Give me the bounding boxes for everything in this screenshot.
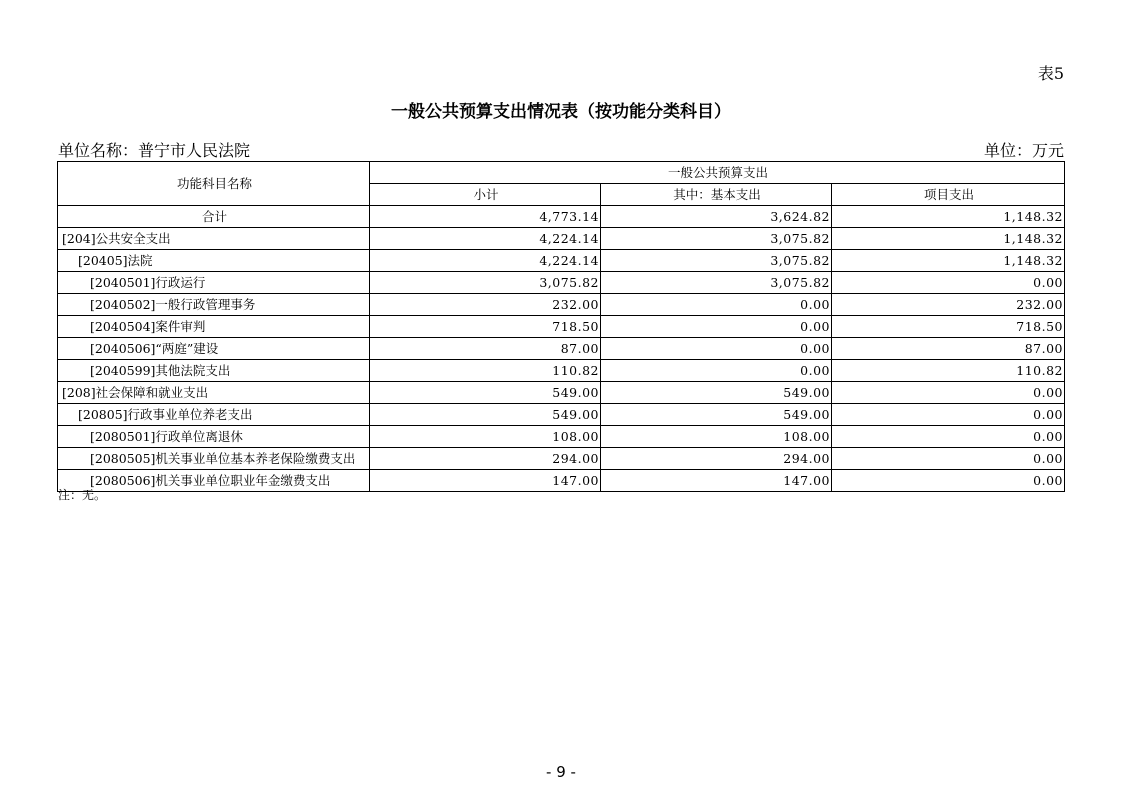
table-row <box>58 316 1065 338</box>
row-basic: 3,075.82 <box>601 250 832 272</box>
row-name: [2040501]行政运行 <box>58 272 370 294</box>
row-subtotal: 718.50 <box>370 316 601 338</box>
table-row <box>58 206 1065 228</box>
row-project: 0.00 <box>832 448 1065 470</box>
row-subtotal: 4,773.14 <box>370 206 601 228</box>
row-basic: 0.00 <box>601 316 832 338</box>
row-project: 1,148.32 <box>832 250 1065 272</box>
row-basic: 0.00 <box>601 360 832 382</box>
row-subtotal: 3,075.82 <box>370 272 601 294</box>
row-name: [208]社会保障和就业支出 <box>58 382 370 404</box>
row-basic: 3,075.82 <box>601 272 832 294</box>
row-basic: 3,075.82 <box>601 228 832 250</box>
budget-table <box>57 161 1065 492</box>
row-name: [2080501]行政单位离退休 <box>58 426 370 448</box>
table-row <box>58 426 1065 448</box>
row-project: 718.50 <box>832 316 1065 338</box>
row-name: [2040599]其他法院支出 <box>58 360 370 382</box>
table-row <box>58 470 1065 492</box>
table-number: 表5 <box>1037 64 1064 83</box>
header-basic: 其中：基本支出 <box>601 184 832 206</box>
table-row <box>58 448 1065 470</box>
row-project: 0.00 <box>832 470 1065 492</box>
row-basic: 294.00 <box>601 448 832 470</box>
page-number: - 9 - <box>546 763 576 781</box>
table-row <box>58 338 1065 360</box>
unit-name: 单位名称：普宁市人民法院 <box>58 141 251 160</box>
row-name: [2040504]案件审判 <box>58 316 370 338</box>
row-name: [20805]行政事业单位养老支出 <box>58 404 370 426</box>
row-basic: 549.00 <box>601 404 832 426</box>
row-project: 0.00 <box>832 382 1065 404</box>
row-project: 0.00 <box>832 272 1065 294</box>
header-project: 项目支出 <box>832 184 1065 206</box>
table-row <box>58 294 1065 316</box>
row-name: [204]公共安全支出 <box>58 228 370 250</box>
row-name: 合计 <box>58 206 370 228</box>
header-category-name: 功能科目名称 <box>58 162 370 206</box>
row-name: [2080505]机关事业单位基本养老保险缴费支出 <box>58 448 370 470</box>
row-subtotal: 294.00 <box>370 448 601 470</box>
table-row <box>58 250 1065 272</box>
header-group-label: 一般公共预算支出 <box>370 162 1065 184</box>
row-subtotal: 4,224.14 <box>370 250 601 272</box>
row-project: 110.82 <box>832 360 1065 382</box>
table-row <box>58 228 1065 250</box>
row-name: [20405]法院 <box>58 250 370 272</box>
row-project: 1,148.32 <box>832 206 1065 228</box>
row-subtotal: 147.00 <box>370 470 601 492</box>
table-note: 注：无。 <box>58 488 107 502</box>
row-name: [2040506]“两庭”建设 <box>58 338 370 360</box>
table-row <box>58 360 1065 382</box>
row-basic: 0.00 <box>601 338 832 360</box>
table-row <box>58 272 1065 294</box>
row-name: [2080506]机关事业单位职业年金缴费支出 <box>58 470 370 492</box>
table-row <box>58 404 1065 426</box>
row-project: 0.00 <box>832 426 1065 448</box>
row-project: 1,148.32 <box>832 228 1065 250</box>
header-row-1 <box>58 162 1065 184</box>
row-subtotal: 4,224.14 <box>370 228 601 250</box>
row-basic: 549.00 <box>601 382 832 404</box>
row-subtotal: 549.00 <box>370 404 601 426</box>
row-subtotal: 87.00 <box>370 338 601 360</box>
page-title: 一般公共预算支出情况表（按功能分类科目） <box>391 102 731 122</box>
row-basic: 0.00 <box>601 294 832 316</box>
header-subtotal: 小计 <box>370 184 601 206</box>
row-basic: 108.00 <box>601 426 832 448</box>
row-project: 232.00 <box>832 294 1065 316</box>
row-basic: 3,624.82 <box>601 206 832 228</box>
row-subtotal: 108.00 <box>370 426 601 448</box>
row-project: 87.00 <box>832 338 1065 360</box>
row-subtotal: 232.00 <box>370 294 601 316</box>
row-subtotal: 110.82 <box>370 360 601 382</box>
row-subtotal: 549.00 <box>370 382 601 404</box>
row-name: [2040502]一般行政管理事务 <box>58 294 370 316</box>
table-row <box>58 382 1065 404</box>
row-basic: 147.00 <box>601 470 832 492</box>
unit-label: 单位：万元 <box>983 141 1064 160</box>
row-project: 0.00 <box>832 404 1065 426</box>
